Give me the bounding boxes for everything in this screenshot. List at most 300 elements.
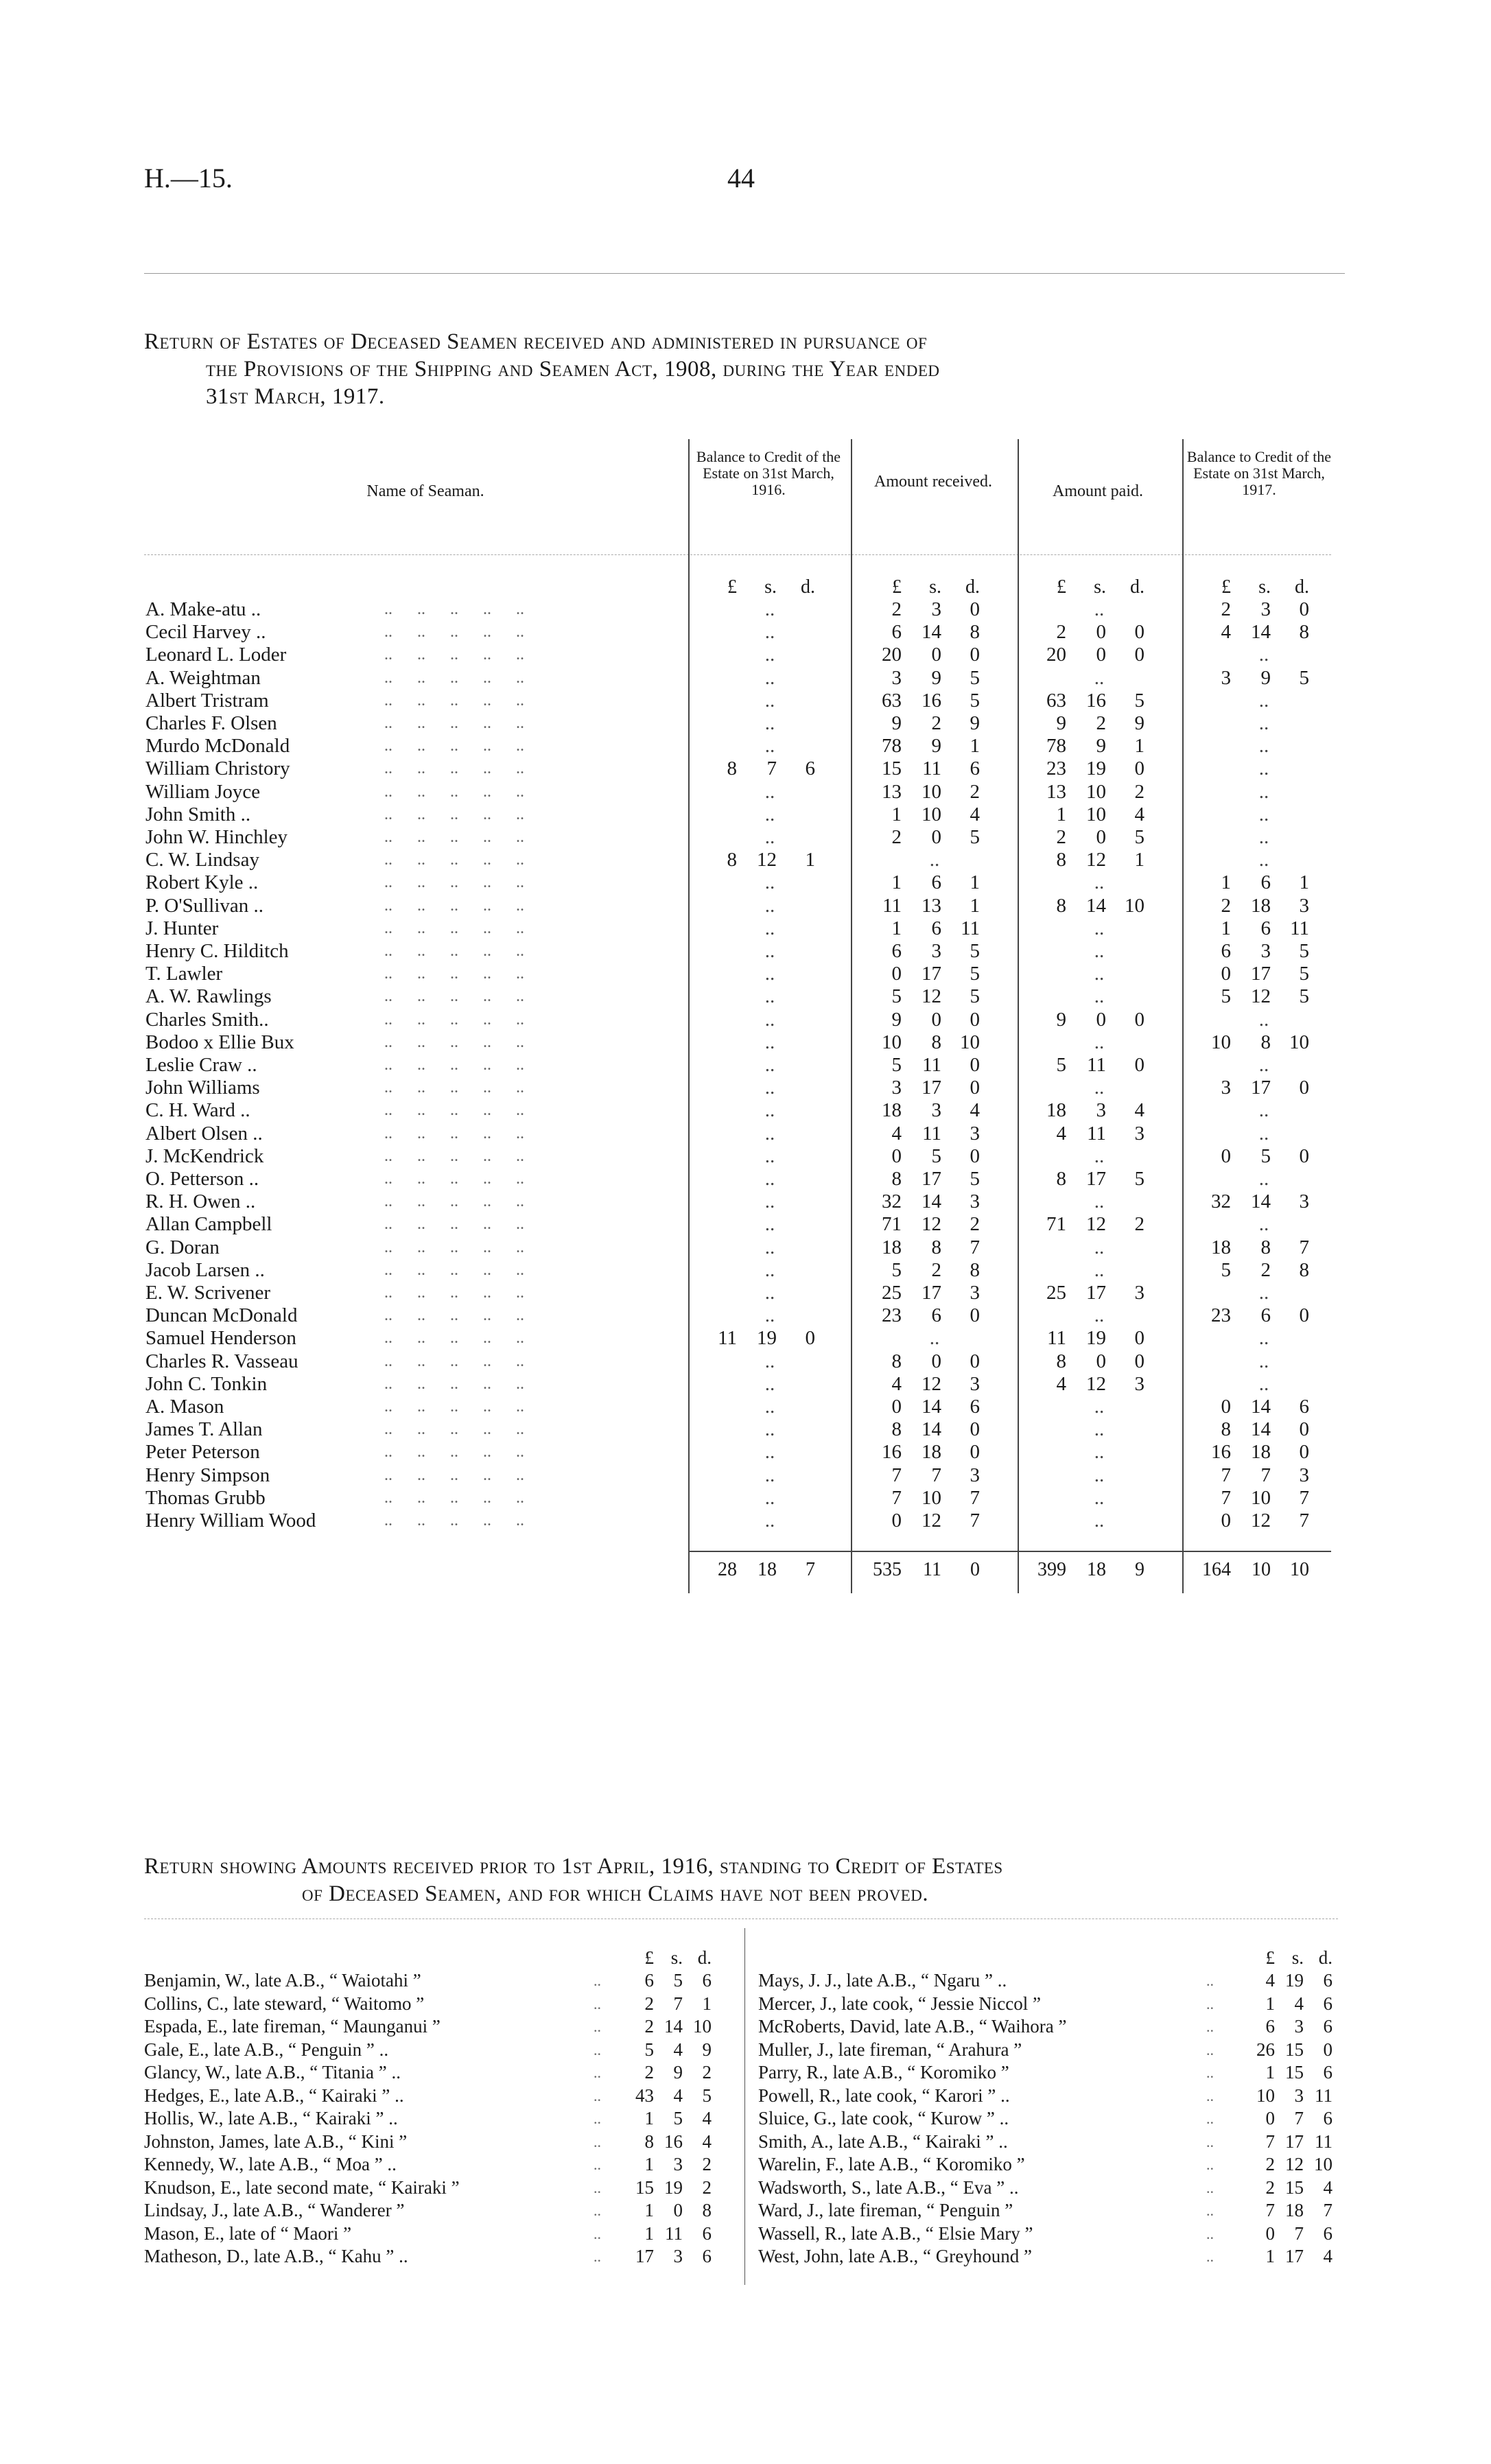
table-row: [0, 1009, 1491, 1031]
leader-dots: .. .. .. .. ..: [384, 1374, 524, 1393]
list-item: [758, 2085, 1338, 2107]
empty-cell-b16: ..: [764, 1486, 775, 1509]
estate-amount: 5 4 9: [644, 2039, 712, 2060]
leader-dots: ..: [594, 2041, 601, 2058]
amount-b17: 18 8 7: [1211, 1236, 1309, 1258]
leader-dots: ..: [594, 2179, 601, 2196]
leader-dots: ..: [1206, 2064, 1214, 2081]
seaman-name: Albert Olsen ..: [145, 1122, 263, 1145]
amount-rec: 1 10 4: [891, 803, 980, 825]
table2-title: [144, 1853, 1003, 1908]
units-received: £ s. d.: [892, 576, 980, 598]
estate-amount: 43 4 5: [635, 2085, 712, 2106]
table-row: [0, 1441, 1491, 1464]
leader-dots: .. .. .. .. ..: [384, 1033, 524, 1051]
table-row: [0, 1168, 1491, 1190]
leader-dots: .. .. .. .. ..: [384, 965, 524, 983]
empty-cell-b16: ..: [764, 1304, 775, 1327]
leader-dots: ..: [594, 2018, 601, 2035]
leader-dots: ..: [1206, 2133, 1214, 2150]
leader-dots: .. .. .. .. ..: [384, 1329, 524, 1348]
estate-amount: 15 19 2: [635, 2176, 712, 2198]
amount-b17: 0 14 6: [1221, 1396, 1309, 1418]
seaman-name: A. Weightman: [145, 666, 261, 689]
list-item: [758, 2107, 1338, 2130]
empty-cell-b16: ..: [764, 1168, 775, 1190]
leader-dots: .. .. .. .. ..: [384, 828, 524, 846]
empty-cell-paid: ..: [1094, 917, 1105, 939]
empty-cell-b16: ..: [764, 917, 775, 939]
amount-paid: 25 17 3: [1046, 1282, 1144, 1304]
table2-title-line2: of Deceased Seamen, and for which Claims have not been proved.: [302, 1881, 929, 1906]
leader-dots: .. .. .. .. ..: [384, 1260, 524, 1279]
leader-dots: ..: [1206, 2110, 1214, 2127]
leader-dots: ..: [594, 1972, 601, 1989]
table-row: [0, 985, 1491, 1008]
seaman-name: J. Hunter: [145, 917, 219, 939]
amount-paid: 63 16 5: [1046, 689, 1144, 712]
empty-cell-b16: ..: [764, 735, 775, 758]
leader-dots: .. .. .. .. ..: [384, 805, 524, 823]
leader-dots: ..: [1206, 2225, 1214, 2242]
empty-cell-b17: ..: [1258, 1282, 1269, 1304]
leader-dots: .. .. .. .. ..: [384, 987, 524, 1006]
leader-dots: .. .. .. .. ..: [384, 1238, 524, 1256]
table-row: [0, 1396, 1491, 1418]
leader-dots: .. .. .. .. ..: [384, 873, 524, 892]
amount-rec: 9 2 9: [891, 712, 980, 734]
list-item: [758, 2039, 1338, 2061]
empty-cell-b16: ..: [764, 803, 775, 825]
leader-dots: ..: [1206, 2018, 1214, 2035]
table-row: [0, 712, 1491, 735]
list-item: [144, 2199, 717, 2222]
empty-cell-paid: ..: [1094, 598, 1105, 620]
col-header-balance1916: Balance to Credit of the Estate on 31st March, 1916.: [696, 448, 841, 498]
list-item: [758, 2153, 1338, 2176]
seaman-name: Allan Campbell: [145, 1213, 272, 1236]
list-item: [144, 2015, 717, 2038]
empty-cell-b17: ..: [1258, 826, 1269, 848]
col-header-received: Amount received.: [874, 473, 992, 491]
seaman-name: John W. Hinchley: [145, 826, 288, 848]
seaman-name: John Smith ..: [145, 803, 251, 825]
table2-units-right: £ s. d.: [1265, 1947, 1332, 1968]
table-row: [0, 1259, 1491, 1282]
leader-dots: ..: [594, 2110, 601, 2127]
table-row: [0, 963, 1491, 985]
estate-name: Espada, E., late fireman, “ Maunganui ”: [144, 2016, 441, 2037]
seaman-name: Albert Tristram: [145, 689, 269, 712]
list-item: [758, 1993, 1338, 2015]
leader-dots: .. .. .. .. ..: [384, 782, 524, 801]
seaman-name: Charles Smith..: [145, 1008, 269, 1031]
leader-dots: .. .. .. .. ..: [384, 1010, 524, 1029]
amount-b17: 4 14 8: [1221, 621, 1309, 644]
table-row: [0, 1327, 1491, 1350]
empty-cell-b16: ..: [764, 1282, 775, 1304]
empty-cell-b16: ..: [764, 1077, 775, 1099]
empty-cell-b16: ..: [764, 1190, 775, 1213]
estate-amount: 1 5 4: [644, 2108, 712, 2128]
header-rule: [144, 554, 1331, 555]
table2-units-left: £ s. d.: [644, 1947, 712, 1968]
list-item: [758, 2222, 1338, 2245]
leader-dots: .. .. .. .. ..: [384, 851, 524, 869]
table2-divider: [744, 1928, 745, 2285]
amount-rec: 16 18 0: [882, 1441, 980, 1464]
seaman-name: Murdo McDonald: [145, 735, 290, 758]
leader-dots: .. .. .. .. ..: [384, 942, 524, 960]
amount-paid: 20 0 0: [1046, 644, 1144, 666]
empty-cell-b17: ..: [1258, 1372, 1269, 1395]
seaman-name: E. W. Scrivener: [145, 1282, 271, 1304]
empty-cell-b16: ..: [764, 1258, 775, 1281]
page-number: 44: [727, 163, 755, 193]
leader-dots: ..: [1206, 1995, 1214, 2013]
list-item: [144, 2153, 717, 2176]
empty-cell-b17: ..: [1258, 1168, 1269, 1190]
estate-name: Mason, E., late of “ Maori ”: [144, 2222, 352, 2244]
estate-amount: 1 3 2: [644, 2154, 712, 2174]
amount-paid: 8 17 5: [1056, 1168, 1144, 1190]
empty-cell-paid: ..: [1094, 1077, 1105, 1099]
amount-rec: 18 3 4: [882, 1099, 980, 1122]
estate-amount: 0 7 6: [1265, 2108, 1332, 2128]
leader-dots: .. .. .. .. ..: [384, 691, 524, 709]
amount-paid: 78 9 1: [1046, 735, 1144, 758]
amount-rec: 1 6 1: [891, 871, 980, 894]
col-header-name: Name of Seaman.: [366, 482, 484, 500]
estate-name: Mercer, J., late cook, “ Jessie Niccol ”: [758, 1993, 1042, 2014]
amount-b17: 3 9 5: [1221, 666, 1309, 689]
estate-amount: 2 15 4: [1265, 2176, 1332, 2198]
amount-b17: 8 14 0: [1221, 1418, 1309, 1441]
table-row: [0, 598, 1491, 621]
amount-b17: 3 17 0: [1221, 1077, 1309, 1099]
empty-cell-b16: ..: [764, 666, 775, 689]
estate-name: Glancy, W., late A.B., “ Titania ” ..: [144, 2062, 401, 2082]
leader-dots: .. .. .. .. ..: [384, 1466, 524, 1484]
empty-cell-rec: ..: [929, 849, 940, 871]
leader-dots: .. .. .. .. ..: [384, 1056, 524, 1074]
seaman-name: Henry William Wood: [145, 1510, 316, 1532]
amount-rec: 15 11 6: [882, 758, 980, 780]
empty-cell-b16: ..: [764, 1510, 775, 1532]
seaman-name: Leslie Craw ..: [145, 1054, 257, 1076]
amount-rec: 18 8 7: [882, 1236, 980, 1258]
amount-rec: 5 2 8: [891, 1258, 980, 1281]
leader-dots: ..: [1206, 2087, 1214, 2104]
page-header-ref: H.—15.: [144, 163, 233, 193]
seaman-name: A. Mason: [145, 1396, 224, 1418]
seaman-name: Thomas Grubb: [145, 1486, 266, 1509]
amount-paid: 18 3 4: [1046, 1099, 1144, 1122]
estate-name: Ward, J., late fireman, “ Penguin ”: [758, 2200, 1013, 2220]
amount-b17: 5 2 8: [1221, 1258, 1309, 1281]
empty-cell-b17: ..: [1258, 712, 1269, 734]
estate-name: Powell, R., late cook, “ Karori ” ..: [758, 2085, 1010, 2106]
amount-paid: 1 10 4: [1056, 803, 1144, 825]
amount-rec: 63 16 5: [882, 689, 980, 712]
leader-dots: .. .. .. .. ..: [384, 1512, 524, 1529]
seaman-name: Henry C. Hilditch: [145, 940, 289, 962]
table-row: [0, 781, 1491, 803]
estate-amount: 2 14 10: [644, 2016, 712, 2037]
amount-b17: 5 12 5: [1221, 985, 1309, 1008]
empty-cell-b16: ..: [764, 1464, 775, 1486]
table-row: [0, 940, 1491, 963]
list-item: [144, 2061, 717, 2084]
empty-cell-b17: ..: [1258, 689, 1269, 712]
leader-dots: .. .. .. .. ..: [384, 1170, 524, 1188]
empty-cell-b16: ..: [764, 826, 775, 848]
empty-cell-b16: ..: [764, 712, 775, 734]
seaman-name: G. Doran: [145, 1236, 220, 1258]
leader-dots: .. .. .. .. ..: [384, 896, 524, 915]
estate-amount: 6 5 6: [644, 1970, 712, 1991]
leader-dots: ..: [594, 2133, 601, 2150]
list-item: [758, 2131, 1338, 2153]
estate-name: Muller, J., late fireman, “ Arahura ”: [758, 2039, 1022, 2060]
empty-cell-b17: ..: [1258, 1122, 1269, 1145]
table-row: [0, 1123, 1491, 1145]
leader-dots: ..: [1206, 2179, 1214, 2196]
leader-dots: ..: [594, 2064, 601, 2081]
empty-cell-paid: ..: [1094, 1464, 1105, 1486]
empty-cell-b17: ..: [1258, 1099, 1269, 1122]
amount-rec: 5 11 0: [891, 1054, 980, 1076]
empty-cell-b16: ..: [764, 871, 775, 894]
leader-dots: ..: [594, 2225, 601, 2242]
amount-rec: 8 0 0: [891, 1350, 980, 1372]
empty-cell-b16: ..: [764, 1441, 775, 1464]
seaman-name: Peter Peterson: [145, 1441, 260, 1464]
leader-dots: .. .. .. .. ..: [384, 668, 524, 687]
estate-name: Gale, E., late A.B., “ Penguin ” ..: [144, 2039, 389, 2060]
table1-title-line2: the Provisions of the Shipping and Seamen Act, 1908, during the Year ended: [206, 357, 940, 382]
totals-rule: [688, 1551, 1331, 1552]
seaman-name: Samuel Henderson: [145, 1327, 296, 1350]
amount-paid: 23 19 0: [1046, 758, 1144, 780]
empty-cell-b16: ..: [764, 598, 775, 620]
amount-rec: 78 9 1: [882, 735, 980, 758]
seaman-name: Duncan McDonald: [145, 1304, 298, 1327]
table-row: [0, 917, 1491, 940]
seaman-name: P. O'Sullivan ..: [145, 894, 264, 917]
amount-rec: 0 12 7: [891, 1510, 980, 1532]
list-item: [144, 2131, 717, 2153]
amount-rec: 23 6 0: [882, 1304, 980, 1327]
amount-rec: 6 14 8: [891, 621, 980, 644]
estate-name: Parry, R., late A.B., “ Koromiko ”: [758, 2062, 1009, 2082]
seaman-name: Charles R. Vasseau: [145, 1350, 298, 1372]
amount-paid: 8 12 1: [1056, 849, 1144, 871]
leader-dots: ..: [594, 2087, 601, 2104]
table-row: [0, 1487, 1491, 1510]
empty-cell-paid: ..: [1094, 1031, 1105, 1053]
empty-cell-paid: ..: [1094, 1236, 1105, 1258]
amount-rec: 11 13 1: [882, 894, 980, 917]
empty-cell-b16: ..: [764, 1054, 775, 1076]
list-item: [144, 2176, 717, 2199]
seaman-name: William Joyce: [145, 780, 261, 803]
leader-dots: .. .. .. .. ..: [384, 1193, 524, 1211]
total-b16: 28 18 7: [718, 1559, 815, 1580]
table-row: [0, 644, 1491, 666]
list-item: [144, 1993, 717, 2015]
leader-dots: ..: [1206, 2041, 1214, 2058]
amount-paid: 8 0 0: [1056, 1350, 1144, 1372]
table-row: [0, 871, 1491, 894]
estate-amount: 10 3 11: [1256, 2085, 1332, 2106]
empty-cell-b16: ..: [764, 1031, 775, 1053]
amount-rec: 8 14 0: [891, 1418, 980, 1441]
estate-name: Hedges, E., late A.B., “ Kairaki ” ..: [144, 2085, 404, 2106]
table-row: [0, 1304, 1491, 1327]
estate-amount: 4 19 6: [1265, 1970, 1332, 1991]
total-received: 535 11 0: [873, 1559, 980, 1580]
estate-name: Johnston, James, late A.B., “ Kini ”: [144, 2131, 408, 2152]
leader-dots: .. .. .. .. ..: [384, 919, 524, 937]
seaman-name: Leonard L. Loder: [145, 644, 287, 666]
table-row: [0, 803, 1491, 826]
amount-rec: 0 17 5: [891, 963, 980, 985]
amount-rec: 4 11 3: [891, 1122, 980, 1145]
amount-paid: 5 11 0: [1056, 1054, 1144, 1076]
estate-amount: 1 17 4: [1265, 2246, 1332, 2266]
empty-cell-paid: ..: [1094, 940, 1105, 962]
leader-dots: .. .. .. .. ..: [384, 1284, 524, 1302]
amount-b17: 1 6 1: [1221, 871, 1309, 894]
estate-amount: 8 16 4: [644, 2131, 712, 2152]
leader-dots: .. .. .. .. ..: [384, 1215, 524, 1234]
estate-amount: 1 15 6: [1265, 2062, 1332, 2082]
empty-cell-rec: ..: [929, 1327, 940, 1350]
empty-cell-b16: ..: [764, 940, 775, 962]
estate-amount: 0 7 6: [1265, 2222, 1332, 2244]
list-item: [758, 2061, 1338, 2084]
estate-amount: 17 3 6: [635, 2246, 712, 2266]
leader-dots: .. .. .. .. ..: [384, 737, 524, 755]
leader-dots: .. .. .. .. ..: [384, 1488, 524, 1507]
units-b16: £ s. d.: [727, 576, 815, 598]
table1-title-line1: Return of Estates of Deceased Seamen received and administered in pursuance of: [144, 329, 928, 354]
list-item: [144, 1969, 717, 1992]
estate-name: Collins, C., late steward, “ Waitomo ”: [144, 1993, 425, 2014]
amount-paid: 9 2 9: [1056, 712, 1144, 734]
empty-cell-b17: ..: [1258, 1213, 1269, 1236]
empty-cell-b17: ..: [1258, 849, 1269, 871]
amount-rec: 3 17 0: [891, 1077, 980, 1099]
amount-rec: 3 9 5: [891, 666, 980, 689]
table2-title-line1: Return showing Amounts received prior to 1st April, 1916, standing to Credit of Estates: [144, 1854, 1003, 1879]
estate-amount: 7 17 11: [1265, 2131, 1332, 2152]
empty-cell-b16: ..: [764, 1008, 775, 1031]
empty-cell-paid: ..: [1094, 1418, 1105, 1441]
empty-cell-paid: ..: [1094, 963, 1105, 985]
estate-amount: 2 9 2: [644, 2062, 712, 2082]
estate-amount: 1 4 6: [1265, 1993, 1332, 2014]
table-row: [0, 1510, 1491, 1532]
list-item: [758, 2199, 1338, 2222]
table-row: [0, 826, 1491, 849]
seaman-name: C. W. Lindsay: [145, 849, 259, 871]
estate-name: Hollis, W., late A.B., “ Kairaki ” ..: [144, 2108, 398, 2128]
empty-cell-paid: ..: [1094, 985, 1105, 1008]
amount-b17: 10 8 10: [1211, 1031, 1309, 1053]
estate-name: Wadsworth, S., late A.B., “ Eva ” ..: [758, 2176, 1019, 2198]
estate-name: Kennedy, W., late A.B., “ Moa ” ..: [144, 2154, 397, 2174]
units-b17: £ s. d.: [1221, 576, 1309, 598]
amount-b17: 16 18 0: [1211, 1441, 1309, 1464]
amount-rec: 13 10 2: [882, 780, 980, 803]
col-header-paid: Amount paid.: [1053, 482, 1143, 500]
amount-rec: 2 3 0: [891, 598, 980, 620]
table-row: [0, 1213, 1491, 1236]
leader-dots: ..: [1206, 2202, 1214, 2219]
amount-b17: 0 5 0: [1221, 1145, 1309, 1167]
leader-dots: .. .. .. .. ..: [384, 1101, 524, 1120]
empty-cell-b16: ..: [764, 621, 775, 644]
list-item: [144, 2222, 717, 2245]
table-row: [0, 735, 1491, 758]
table-row: [0, 1236, 1491, 1259]
empty-cell-b16: ..: [764, 1145, 775, 1167]
amount-paid: 13 10 2: [1046, 780, 1144, 803]
leader-dots: ..: [594, 2248, 601, 2265]
amount-b17: 1 6 11: [1221, 917, 1309, 939]
estate-amount: 26 15 0: [1256, 2039, 1332, 2060]
estate-name: Mays, J. J., late A.B., “ Ngaru ” ..: [758, 1970, 1007, 1991]
leader-dots: .. .. .. .. ..: [384, 646, 524, 664]
empty-cell-b17: ..: [1258, 1350, 1269, 1372]
amount-b17: 7 7 3: [1221, 1464, 1309, 1486]
empty-cell-b17: ..: [1258, 803, 1269, 825]
leader-dots: ..: [594, 2202, 601, 2219]
empty-cell-b17: ..: [1258, 735, 1269, 758]
leader-dots: .. .. .. .. ..: [384, 714, 524, 732]
empty-cell-paid: ..: [1094, 1441, 1105, 1464]
seaman-name: Charles F. Olsen: [145, 712, 277, 734]
empty-cell-b16: ..: [764, 1099, 775, 1122]
amount-rec: 2 0 5: [891, 826, 980, 848]
seaman-name: R. H. Owen ..: [145, 1190, 256, 1213]
amount-paid: 4 12 3: [1056, 1372, 1144, 1395]
table-row: [0, 1099, 1491, 1122]
estate-name: Warelin, F., late A.B., “ Koromiko ”: [758, 2154, 1025, 2174]
leader-dots: .. .. .. .. ..: [384, 1420, 524, 1439]
empty-cell-b16: ..: [764, 1418, 775, 1441]
table-row: [0, 690, 1491, 712]
empty-cell-b16: ..: [764, 780, 775, 803]
amount-rec: 32 14 3: [882, 1190, 980, 1213]
seaman-name: A. W. Rawlings: [145, 985, 272, 1008]
title-underline: [144, 273, 1345, 274]
empty-cell-paid: ..: [1094, 666, 1105, 689]
seaman-name: Bodoo x Ellie Bux: [145, 1031, 294, 1053]
table-row: [0, 1418, 1491, 1441]
leader-dots: .. .. .. .. ..: [384, 1352, 524, 1370]
estate-name: McRoberts, David, late A.B., “ Waihora ”: [758, 2016, 1067, 2037]
leader-dots: .. .. .. .. ..: [384, 1398, 524, 1416]
empty-cell-b16: ..: [764, 1396, 775, 1418]
leader-dots: ..: [594, 2156, 601, 2173]
amount-b17: 7 10 7: [1221, 1486, 1309, 1509]
empty-cell-paid: ..: [1094, 1486, 1105, 1509]
table-row: [0, 1373, 1491, 1396]
leader-dots: .. .. .. .. ..: [384, 1079, 524, 1097]
